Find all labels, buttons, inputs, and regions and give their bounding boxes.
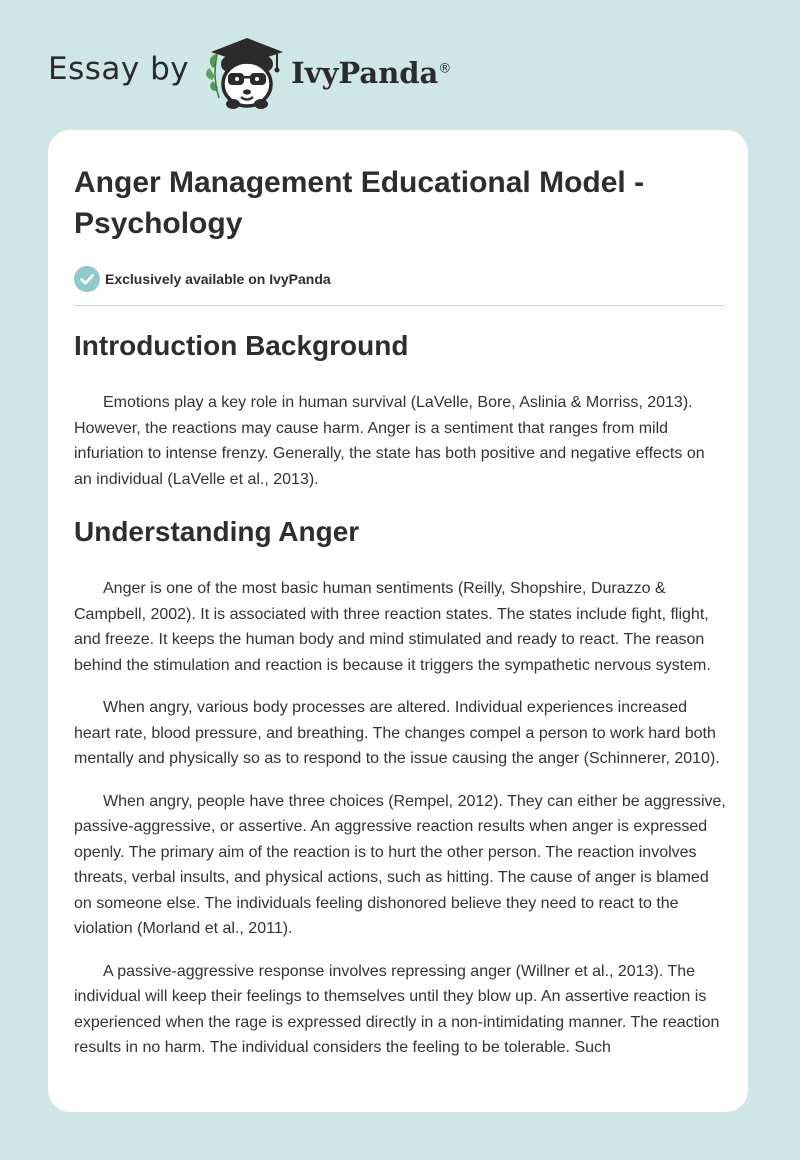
paragraph: When angry, people have three choices (Rempel, 2012). They can either be aggressive, passive-aggressive, or assertive. An aggressive reaction results when anger is expressed openly. The primary aim of the reaction is to hurt the other person. The reaction involves threats, verbal insults, and physical actions, such as hitting. The cause of anger is blamed on someone else. The individuals feeling dishonored believe they need to react to the violation (Morland et al., 2011). xyxy=(74,792,726,937)
section-heading: Understanding Anger xyxy=(74,516,360,547)
section-understanding-anger xyxy=(74,515,726,1061)
article-card xyxy=(48,130,748,1112)
paragraph: When angry, various body processes are altered. Individual experiences increased heart rate, blood pressure, and breathing. The changes compel a person to work hard both mentally and physically so as to respond to the issue causing the anger (Schinnerer, 2010). xyxy=(74,699,720,767)
paragraph: Emotions play a key role in human survival (LaVelle, Bore, Aslinia & Morriss, 2013). However, the reactions may cause harm. Anger is a sentiment that ranges from mild infuriation to intense frenzy. Generally, the state has both positive and negative effects on an individual (LaVelle et al., 2013). xyxy=(74,394,705,488)
check-circle-icon xyxy=(74,266,100,292)
brand-prefix: Essay by xyxy=(48,51,190,87)
panda-logo-icon[interactable] xyxy=(199,28,291,112)
page-title: Anger Management Educational Model - Psychology xyxy=(74,166,645,240)
paragraph: Anger is one of the most basic human sentiments (Reilly, Shopshire, Durazzo & Campbell, 2002). It is associated with three reaction states. The states include fight, flight, and freeze. It keeps the human body and mind stimulated and ready to react. The reason behind the stimulation and reaction is because it triggers the sympathetic nervous system. xyxy=(74,580,711,674)
section-heading: Introduction Background xyxy=(74,330,409,361)
site-header xyxy=(48,28,451,112)
exclusive-badge xyxy=(74,266,726,292)
divider xyxy=(74,305,724,306)
section-introduction xyxy=(74,329,726,492)
article-content xyxy=(74,162,726,1061)
brand-name: IvyPanda® xyxy=(291,56,452,90)
paragraph: A passive-aggressive response involves repressing anger (Willner et al., 2013). The individual will keep their feelings to themselves until they blow up. An assertive reaction is experienced when the rage is expressed directly in a non-intimidating manner. The reaction results in no harm. The individual considers the feeling to be tolerable. Such xyxy=(74,962,720,1056)
exclusive-label: Exclusively available on IvyPanda xyxy=(105,271,331,287)
